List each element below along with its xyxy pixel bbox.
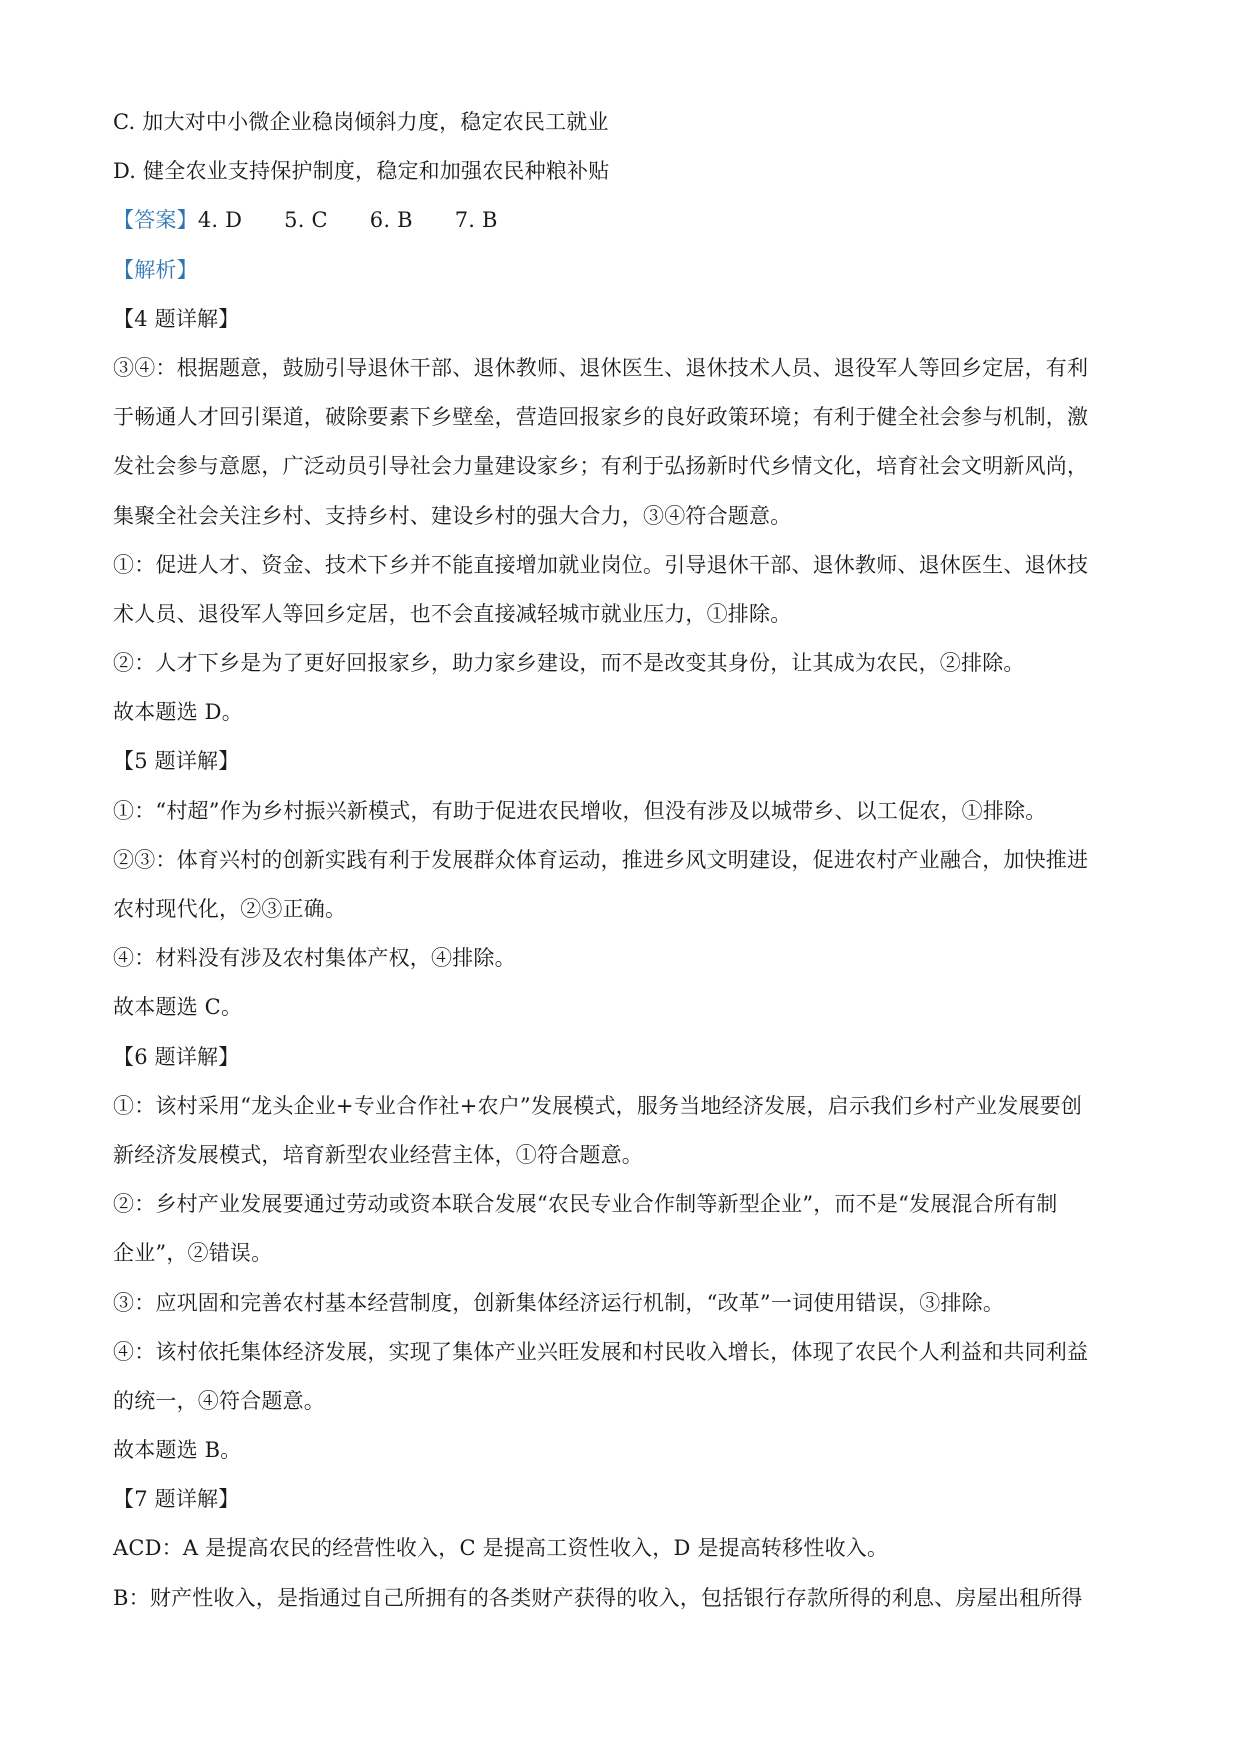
q4-paragraph-line: 集聚全社会关注乡村、支持乡村、建设乡村的强大合力，③④符合题意。 bbox=[113, 503, 792, 528]
q4-paragraph-line: 发社会参与意愿，广泛动员引导社会力量建设家乡；有利于弘扬新时代乡情文化，培育社会文明新风尚， bbox=[113, 454, 1089, 479]
q6-paragraph-line: ④：该村依托集体经济发展，实现了集体产业兴旺发展和村民收入增长，体现了农民个人利益和共同利益 bbox=[113, 1339, 1089, 1364]
q5-conclusion: 故本题选 C。 bbox=[113, 995, 243, 1020]
q4-paragraph-line: 术人员、退役军人等回乡定居，也不会直接减轻城市就业压力，①排除。 bbox=[113, 601, 792, 626]
q6-paragraph-line: 企业”，②错误。 bbox=[113, 1241, 273, 1266]
q6-paragraph-line: 新经济发展模式，培育新型农业经营主体，①符合题意。 bbox=[113, 1142, 643, 1167]
answer-line bbox=[113, 196, 1133, 245]
q5-paragraph-line: ①：“村超”作为乡村振兴新模式，有助于促进农民增收，但没有涉及以城带乡、以工促农，①排除。 bbox=[113, 798, 1047, 823]
option-c: C. 加大对中小微企业稳岗倾斜力度，稳定农民工就业 bbox=[113, 110, 609, 134]
q6-paragraph-line: 的统一，④符合题意。 bbox=[113, 1388, 325, 1413]
q5-paragraph-line: ②③：体育兴村的创新实践有利于发展群众体育运动，推进乡风文明建设，促进农村产业融合，加快推进 bbox=[113, 847, 1089, 872]
q5-heading: 【5 题详解】 bbox=[113, 749, 240, 774]
q7-heading: 【7 题详解】 bbox=[113, 1487, 240, 1512]
q6-paragraph-line: ③：应巩固和完善农村基本经营制度，创新集体经济运行机制，“改革”一词使用错误，③排除。 bbox=[113, 1290, 1005, 1315]
q5-paragraph-line: 农村现代化，②③正确。 bbox=[113, 897, 347, 921]
answer-item: 6. B bbox=[369, 208, 413, 233]
q4-paragraph-line: ③④：根据题意，鼓励引导退休干部、退休教师、退休医生、退休技术人员、退役军人等回乡定居，有利 bbox=[113, 355, 1089, 380]
answer-item: 5. C bbox=[284, 208, 328, 233]
q6-heading: 【6 题详解】 bbox=[113, 1044, 240, 1069]
q7-paragraph-line: B：财产性收入，是指通过自己所拥有的各类财产获得的收入，包括银行存款所得的利息、房屋出租所得 bbox=[113, 1585, 1083, 1610]
answer-item: 4. D bbox=[197, 208, 243, 233]
q4-heading: 【4 题详解】 bbox=[113, 306, 240, 331]
analysis-label: 【解析】 bbox=[113, 257, 198, 282]
q4-paragraph-line: ①：促进人才、资金、技术下乡并不能直接增加就业岗位。引导退休干部、退休教师、退休医生、退休技 bbox=[113, 552, 1089, 577]
q4-paragraph-line: ②：人才下乡是为了更好回报家乡，助力家乡建设，而不是改变其身份，让其成为农民，②排除。 bbox=[113, 651, 1025, 676]
q4-paragraph-line: 于畅通人才回引渠道，破除要素下乡壁垒，营造回报家乡的良好政策环境；有利于健全社会参与机制，激 bbox=[113, 405, 1089, 430]
option-d: D. 健全农业支持保护制度，稳定和加强农民种粮补贴 bbox=[113, 159, 610, 184]
q4-conclusion: 故本题选 D。 bbox=[113, 700, 243, 725]
document-content bbox=[113, 98, 1133, 1623]
q5-paragraph-line: ④：材料没有涉及农村集体产权，④排除。 bbox=[113, 946, 516, 971]
answer-item: 7. B bbox=[454, 208, 498, 233]
q6-paragraph-line: ②：乡村产业发展要通过劳动或资本联合发展“农民专业合作制等新型企业”，而不是“发展混合所有制 bbox=[113, 1192, 1058, 1217]
q6-conclusion: 故本题选 B。 bbox=[113, 1438, 242, 1463]
q7-paragraph-line: ACD：A 是提高农民的经营性收入，C 是提高工资性收入，D 是提高转移性收入。 bbox=[113, 1536, 889, 1561]
answer-label: 【答案】 bbox=[113, 208, 198, 233]
q6-paragraph-line: ①：该村采用“龙头企业+专业合作社+农户”发展模式，服务当地经济发展，启示我们乡村产业发展要创 bbox=[113, 1093, 1083, 1118]
